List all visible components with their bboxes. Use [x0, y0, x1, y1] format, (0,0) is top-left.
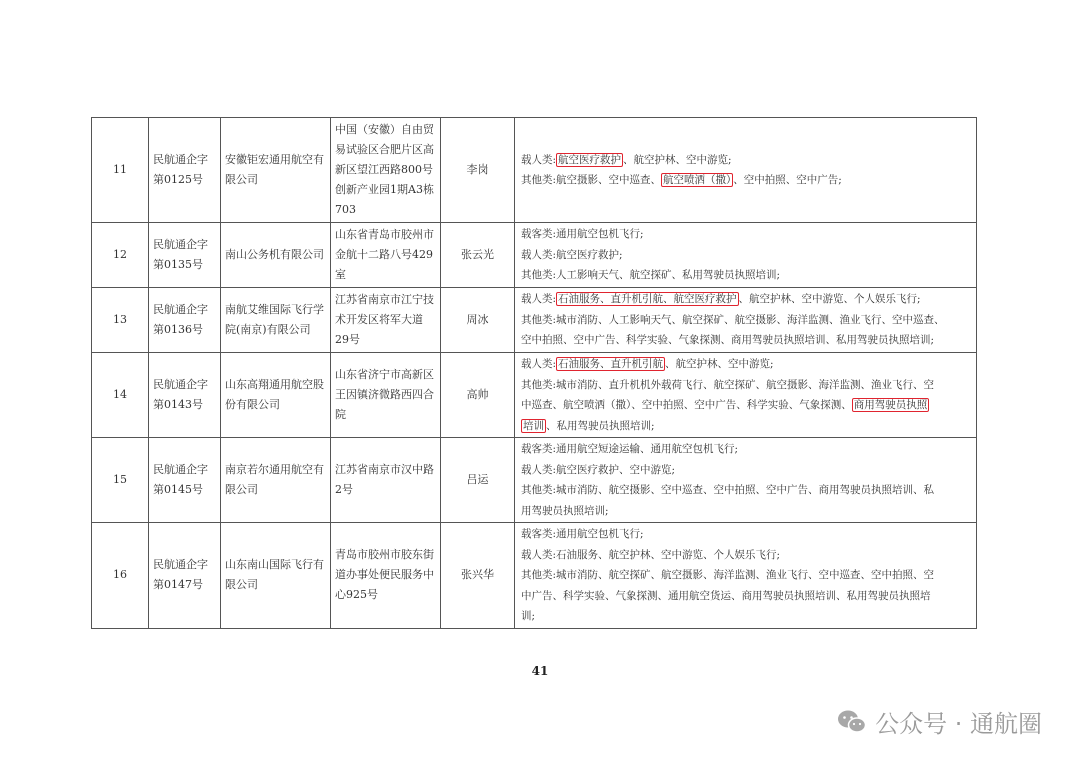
company-address: 山东省济宁市高新区王因镇济微路西四合院: [331, 353, 441, 438]
scope-line: [521, 439, 972, 460]
scope-line: [521, 606, 972, 627]
table-row: [92, 288, 977, 353]
table-row: [92, 353, 977, 438]
license-number: 民航通企字第0136号: [149, 288, 221, 353]
scope-line: [521, 354, 972, 375]
scope-line: [521, 480, 972, 501]
scope-text: 、航空护林、空中游览;: [665, 358, 774, 370]
row-number: 14: [92, 353, 149, 438]
license-table-body: [92, 118, 977, 629]
scope-line: [521, 416, 972, 437]
business-scope: [515, 223, 977, 288]
scope-text: 载人类:航空医疗救护、空中游览;: [521, 463, 676, 476]
legal-person: 张兴华: [441, 523, 515, 629]
business-scope: [515, 118, 977, 223]
scope-text: 训;: [521, 610, 536, 622]
legal-person: 高帅: [441, 353, 515, 438]
scope-line: [521, 565, 972, 586]
row-number: 16: [92, 523, 149, 629]
scope-line: [521, 545, 972, 566]
company-address: 中国（安徽）自由贸易试验区合肥片区高新区望江西路800号创新产业园1期A3栋703: [331, 118, 441, 223]
page-number: 41: [531, 664, 549, 678]
scope-text: 载客类:通用航空短途运输、通用航空包机飞行;: [521, 443, 739, 455]
scope-line: [521, 170, 972, 191]
company-name: 山东南山国际飞行有限公司: [221, 523, 331, 629]
scope-text: 其他类:人工影响天气、航空探矿、私用驾驶员执照培训;: [521, 269, 781, 282]
license-number: 民航通企字第0145号: [149, 438, 221, 523]
scope-line: [521, 245, 972, 266]
scope-text: 其他类:航空摄影、空中巡查、: [521, 174, 662, 186]
business-scope: [515, 438, 977, 523]
scope-line: [521, 460, 972, 481]
scope-line: [521, 310, 972, 331]
table-row: [92, 223, 977, 288]
scope-line: [521, 224, 972, 245]
scope-text: 载人类:: [521, 293, 557, 306]
license-table: [91, 117, 977, 629]
company-name: 安徽钜宏通用航空有限公司: [221, 118, 331, 223]
scope-text: 载人类:: [521, 358, 557, 370]
scope-text: 其他类:城市消防、直升机机外载荷飞行、航空探矿、航空摄影、海洋监测、渔业飞行、空: [521, 378, 935, 391]
watermark-text: 公众号 · 通航圈: [875, 710, 1042, 738]
scope-text: 、航空护林、空中游览;: [623, 153, 732, 166]
scope-text: 用驾驶员执照培训;: [521, 504, 609, 517]
scope-line: [521, 501, 972, 522]
company-address: 青岛市胶州市胶东街道办事处便民服务中心925号: [331, 523, 441, 629]
watermark: [837, 704, 1042, 739]
business-scope: [515, 523, 977, 629]
company-name: 山东高翔通用航空股份有限公司: [221, 353, 331, 438]
scope-text: 载人类:石油服务、航空护林、空中游览、个人娱乐飞行;: [521, 548, 781, 561]
highlighted-scope: 石油服务、直升机引航: [558, 358, 664, 370]
license-number: 民航通企字第0125号: [149, 118, 221, 223]
scope-text: 其他类:城市消防、航空探矿、航空摄影、海洋监测、渔业飞行、空中巡查、空中拍照、空: [521, 569, 935, 581]
scope-line: [521, 524, 972, 545]
highlighted-scope: 石油服务、直升机引航、航空医疗救护: [558, 293, 737, 306]
scope-text: 、私用驾驶员执照培训;: [546, 419, 655, 432]
scope-text: 中巡查、航空喷洒（撒）、空中拍照、空中广告、科学实验、气象探测、: [521, 399, 852, 411]
wechat-icon: [837, 709, 867, 735]
license-number: 民航通企字第0147号: [149, 523, 221, 629]
scope-line: [521, 586, 972, 607]
scope-line: [521, 289, 972, 310]
scope-text: 中广告、科学实验、气象探测、通用航空货运、商用驾驶员执照培训、私用驾驶员执照培: [521, 589, 931, 602]
scope-line: [521, 265, 972, 286]
highlighted-scope: 航空喷洒（撒）: [663, 174, 732, 186]
scope-text: 、航空护林、空中游览、个人娱乐飞行;: [738, 293, 921, 306]
scope-text: 、空中拍照、空中广告;: [733, 174, 842, 186]
highlighted-scope: 培训: [523, 419, 544, 432]
scope-text: 其他类:城市消防、航空摄影、空中巡查、空中拍照、空中广告、商用驾驶员执照培训、私: [521, 484, 935, 496]
scope-line: [521, 375, 972, 396]
license-number: 民航通企字第0143号: [149, 353, 221, 438]
legal-person: 周冰: [441, 288, 515, 353]
scope-text: 载人类:: [521, 153, 557, 166]
scope-line: [521, 330, 972, 351]
row-number: 11: [92, 118, 149, 223]
company-name: 南山公务机有限公司: [221, 223, 331, 288]
company-name: 南航艾维国际飞行学院(南京)有限公司: [221, 288, 331, 353]
business-scope: [515, 288, 977, 353]
scope-line: [521, 395, 972, 416]
legal-person: 张云光: [441, 223, 515, 288]
row-number: 13: [92, 288, 149, 353]
scope-text: 载客类:通用航空包机飞行;: [521, 228, 644, 241]
table-row: [92, 118, 977, 223]
scope-text: 其他类:城市消防、人工影响天气、航空探矿、航空摄影、海洋监测、渔业飞行、空中巡查、: [521, 313, 945, 326]
table-row: [92, 523, 977, 629]
scope-line: [521, 150, 972, 171]
row-number: 15: [92, 438, 149, 523]
row-number: 12: [92, 223, 149, 288]
license-number: 民航通企字第0135号: [149, 223, 221, 288]
company-address: 江苏省南京市汉中路2号: [331, 438, 441, 523]
company-name: 南京若尔通用航空有限公司: [221, 438, 331, 523]
scope-text: 载客类:通用航空包机飞行;: [521, 528, 644, 540]
table-row: [92, 438, 977, 523]
scope-text: 空中拍照、空中广告、科学实验、气象探测、商用驾驶员执照培训、私用驾驶员执照培训;: [521, 334, 935, 347]
business-scope: [515, 353, 977, 438]
company-address: 江苏省南京市江宁技术开发区将军大道29号: [331, 288, 441, 353]
legal-person: 吕运: [441, 438, 515, 523]
legal-person: 李岗: [441, 118, 515, 223]
highlighted-scope: 商用驾驶员执照: [853, 399, 928, 411]
company-address: 山东省青岛市胶州市金航十二路八号429室: [331, 223, 441, 288]
scope-text: 载人类:航空医疗救护;: [521, 248, 623, 261]
highlighted-scope: 航空医疗救护: [558, 153, 622, 166]
